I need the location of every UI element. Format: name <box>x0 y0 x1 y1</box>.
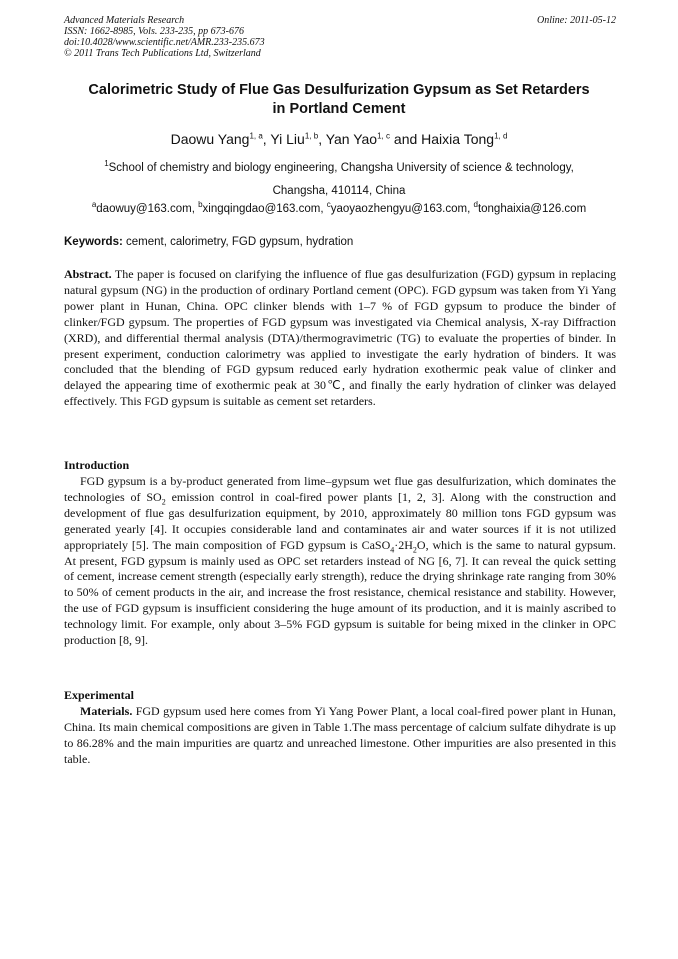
author-name: Yi Liu <box>270 131 305 147</box>
intro-sub: 2 <box>161 497 166 507</box>
doi-line: doi:10.4028/www.scientific.net/AMR.233-235.673 <box>64 37 265 48</box>
email-sup: d <box>473 200 478 210</box>
materials-paragraph <box>64 704 616 768</box>
intro-text-b: emission control in coal-fired power plants [1, 2, 3]. Along with the construction and development of flue gas desulfurization equipment, by 2010, approximately 80 million tons FGD gypsum was generated yearly [4]. It occupies considerable land and contaminates air and water sources if it is not utilized appropriately [5]. The main composition of FGD gypsum is CaSO <box>64 489 616 552</box>
paper-title <box>50 81 628 119</box>
intro-sub: 4 <box>390 545 395 555</box>
author-separator: , <box>318 131 326 147</box>
title-line-2: in Portland Cement <box>272 101 406 117</box>
copyright-line: © 2011 Trans Tech Publications Ltd, Switzerland <box>64 48 261 59</box>
abstract <box>64 267 616 410</box>
email-sup: b <box>198 200 203 210</box>
author-sup: 1, a <box>249 131 263 141</box>
keywords-text: cement, calorimetry, FGD gypsum, hydration <box>122 236 354 248</box>
email-link[interactable]: xingqingdao@163.com <box>202 203 321 215</box>
author-name: Haixia Tong <box>421 131 495 147</box>
email-link[interactable]: tonghaixia@126.com <box>477 203 587 215</box>
affiliation <box>40 157 638 203</box>
email-link[interactable]: daowuy@163.com <box>96 203 192 215</box>
email-sup: c <box>326 200 331 210</box>
materials-label: Materials. <box>80 704 133 718</box>
email-sup: a <box>91 200 97 210</box>
journal-name: Advanced Materials Research <box>64 15 185 26</box>
experimental-heading: Experimental <box>64 688 134 702</box>
author-sup: 1, c <box>377 131 391 141</box>
author-separator: , <box>262 131 271 147</box>
author-sup: 1, b <box>304 131 319 141</box>
abstract-label: Abstract. <box>64 267 112 281</box>
author-list <box>0 131 678 147</box>
materials-text: FGD gypsum used here comes from Yi Yang Power Plant, a local coal-fired power plant in Hunan, China. Its main chemical compositions are given in Table 1.The mass percentage of calcium sulfate dihydrate is up to 86.28% and the main impurities are quartz and unreached limestone. Other impurities are also presented in this table. <box>64 704 616 766</box>
email-list: $^a$daowuy@163.com, $^b$xingqingdao@163.com, $^c$yaoyaozhengyu@163.com, $^d$tonghaixia@126.com <box>91 200 587 215</box>
issn-line: ISSN: 1662-8985, Vols. 233-235, pp 673-676 <box>64 26 244 37</box>
author-and: and <box>390 131 422 147</box>
author-sup: 1, d <box>494 131 508 141</box>
introduction-heading: Introduction <box>64 458 130 472</box>
author-name: Daowu Yang <box>170 131 250 147</box>
affiliation-sup: 1 <box>104 159 109 169</box>
introduction-paragraph <box>64 474 616 649</box>
keywords <box>64 236 616 248</box>
affiliation-text-1: School of chemistry and biology engineering, Changsha University of science & technology, <box>108 162 574 174</box>
affiliation-line-1 <box>40 157 638 180</box>
intro-text-d: O, which is the same to natural gypsum. At present, FGD gypsum is mainly used as OPC set retarders instead of NG [6, 7]. It can reveal the quick setting of cement, increase cement strength (especially early strength), reduce the drying shrinkage rate ranging from 30% to 50% of cement products in the air, and increase the frost resistance, chemical resistance and stability. However, the use of FGD gypsum is insufficient considering the huge amount of its production, and it is mainly ascribed to technology limit. For example, only about 3–5% FGD gypsum is suitable for being mixed in the clinker in OPC production [8, 9]. <box>64 537 616 648</box>
intro-sub: 2 <box>412 545 417 555</box>
publication-header <box>64 15 616 59</box>
intro-text-c: ·2H <box>394 537 413 552</box>
intro-text-a: FGD gypsum is a by-product generated from lime–gypsum wet flue gas desulfurization, which dominates the technologies of SO <box>64 474 616 504</box>
online-date: Online: 2011-05-12 <box>537 15 616 26</box>
affiliation-line-2: Changsha, 410114, China <box>272 185 406 197</box>
title-line-1: Calorimetric Study of Flue Gas Desulfurization Gypsum as Set Retarders <box>88 82 590 98</box>
email-link[interactable]: yaoyaozhengyu@163.com <box>330 203 468 215</box>
author-name: Yan Yao <box>325 131 378 147</box>
abstract-text: The paper is focused on clarifying the influence of flue gas desulfurization (FGD) gypsum in replacing natural gypsum (NG) in the production of ordinary Portland cement (OPC). FGD gypsum was taken from Yi Yang power plant in Hunan, China. OPC clinker blends with 1–7 % of FGD gypsum to produce the binder of clinker/FGD gypsum. The properties of FGD gypsum was investigated via Chemical analysis, X-ray Diffraction (XRD), and differential thermal analysis (DTA)/thermogravimetric (TG) to evaluate the properties of binder. In present experiment, conduction calorimetry was applied to investigate the early hydration of binders. It was concluded that the blending of FGD gypsum reduced early hydration exothermic peak value of clinker and delayed the appearing time of exothermic peak at 30℃, and finally the early hydration of clinker was delayed effectively. This FGD gypsum is suitable as cement set retarders. <box>64 267 616 409</box>
keywords-label: Keywords: <box>64 236 123 248</box>
